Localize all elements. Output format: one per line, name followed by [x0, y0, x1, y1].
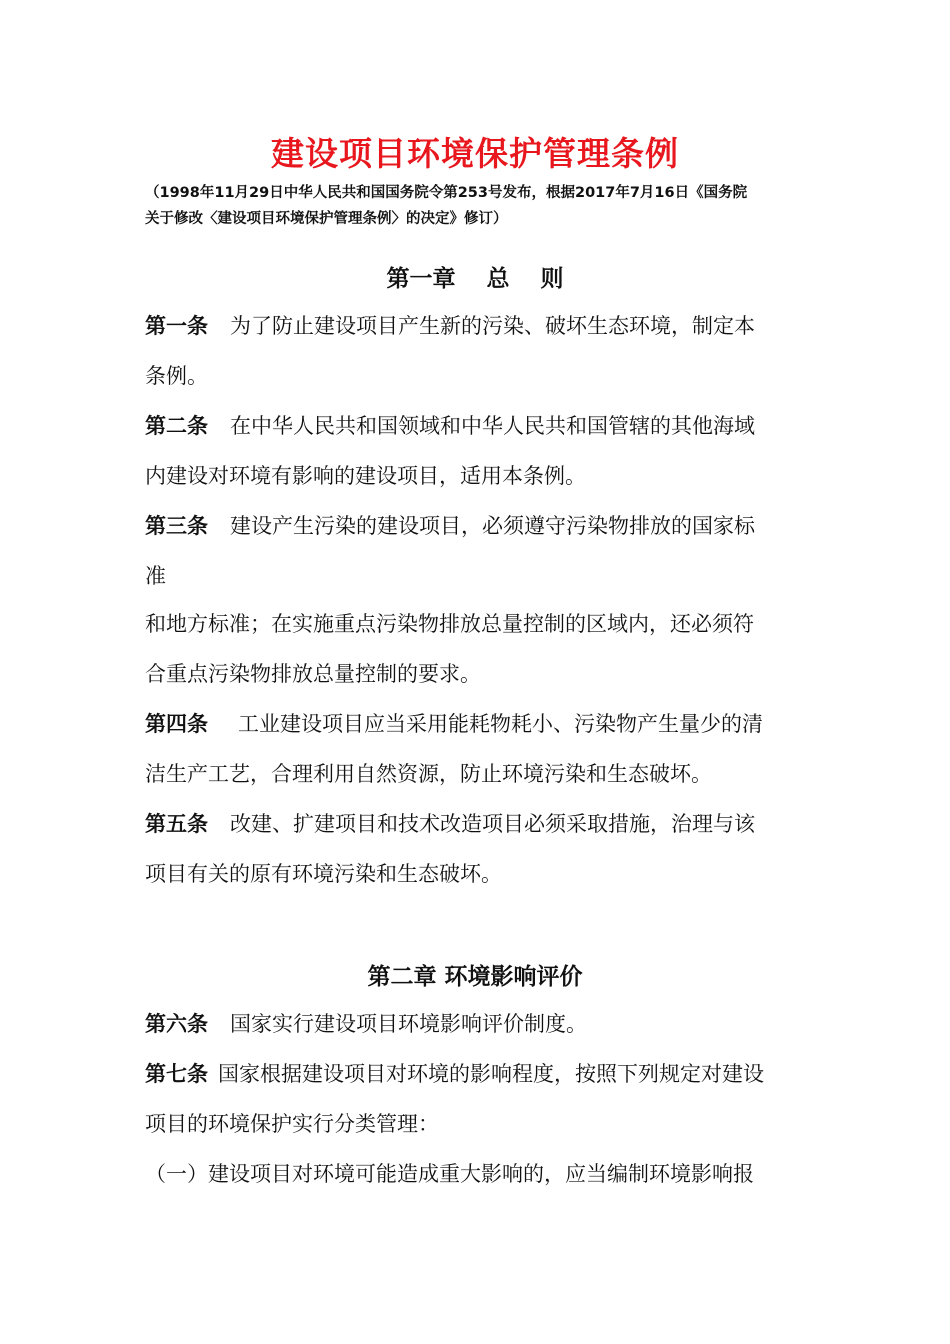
- article-7-item-1: （一）建设项目对环境可能造成重大影响的，应当编制环境影响报: [145, 1162, 754, 1186]
- article-1-label: 第一条: [145, 314, 208, 338]
- article-3-continuation-1: 准: [145, 564, 166, 588]
- article-4-continuation: 洁生产工艺，合理利用自然资源，防止环境污染和生态破坏。: [145, 762, 712, 786]
- article-4: [145, 709, 815, 739]
- article-4-label: 第四条: [145, 712, 208, 736]
- article-3-label: 第三条: [145, 514, 208, 538]
- article-6-text: 国家实行建设项目环境影响评价制度。: [230, 1012, 587, 1036]
- article-1: [145, 311, 815, 341]
- document-title: 建设项目环境保护管理条例: [271, 134, 679, 173]
- subtitle-line-1: （1998年11月29日中华人民共和国国务院令第253号发布，根据2017年7月16日《国务院: [145, 185, 748, 201]
- article-5-text: 改建、扩建项目和技术改造项目必须采取措施，治理与该: [230, 812, 755, 836]
- article-1-continuation: 条例。: [145, 364, 208, 388]
- article-2-continuation: 内建设对环境有影响的建设项目，适用本条例。: [145, 464, 586, 488]
- document-subtitle: [145, 180, 810, 232]
- article-5-label: 第五条: [145, 812, 208, 836]
- article-1-text: 为了防止建设项目产生新的污染、破坏生态环境，制定本: [230, 314, 755, 338]
- article-4-text: 工业建设项目应当采用能耗物耗小、污染物产生量少的清: [238, 712, 763, 736]
- article-7-continuation: 项目的环境保护实行分类管理：: [145, 1112, 439, 1136]
- subtitle-line-2: 关于修改〈建设项目环境保护管理条例〉的决定》修订）: [145, 211, 508, 227]
- article-7: [145, 1059, 815, 1089]
- article-2-text: 在中华人民共和国领域和中华人民共和国管辖的其他海域: [230, 414, 755, 438]
- article-6: [145, 1009, 815, 1039]
- article-5-continuation: 项目有关的原有环境污染和生态破坏。: [145, 862, 502, 886]
- chapter-2-heading: 第二章 环境影响评价: [367, 964, 583, 990]
- article-2: [145, 411, 815, 441]
- article-2-label: 第二条: [145, 414, 208, 438]
- article-7-label: 第七条: [145, 1062, 208, 1086]
- article-3-text: 建设产生污染的建设项目，必须遵守污染物排放的国家标: [230, 514, 755, 538]
- article-6-label: 第六条: [145, 1012, 208, 1036]
- chapter-1-heading: 第一章 总 则: [386, 266, 564, 292]
- article-3: [145, 511, 815, 541]
- article-3-continuation-3: 合重点污染物排放总量控制的要求。: [145, 662, 481, 686]
- article-5: [145, 809, 815, 839]
- article-3-continuation-2: 和地方标准；在实施重点污染物排放总量控制的区域内，还必须符: [145, 612, 754, 636]
- article-7-text: 国家根据建设项目对环境的影响程度，按照下列规定对建设: [218, 1062, 764, 1086]
